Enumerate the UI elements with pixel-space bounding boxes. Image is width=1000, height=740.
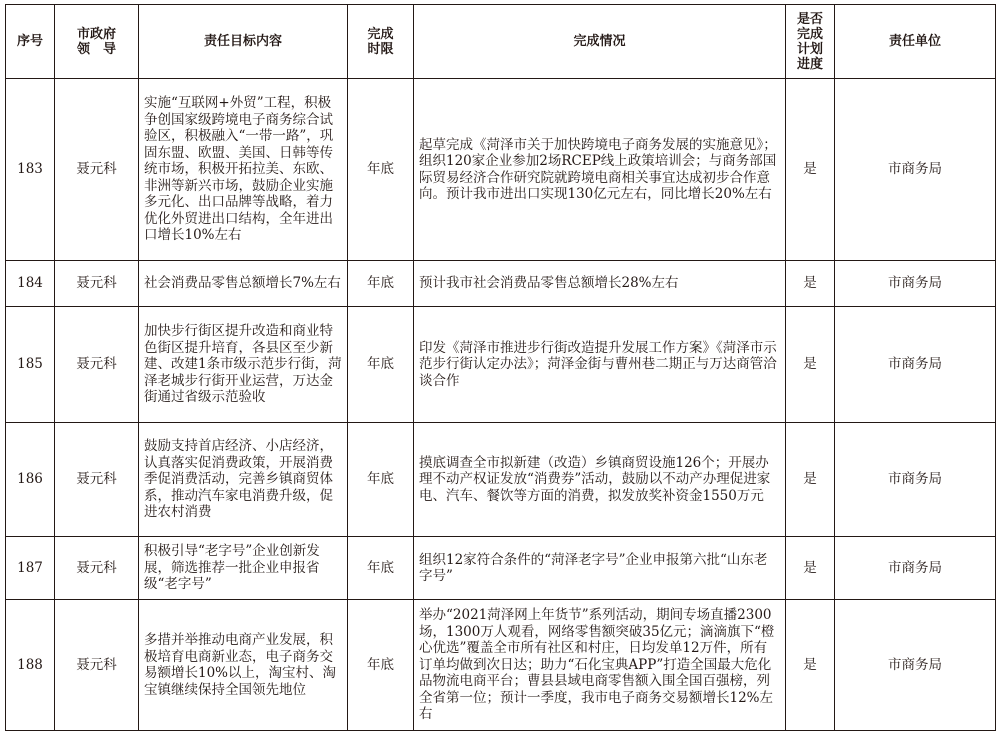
table-row (6, 307, 996, 423)
row-seq: 185 (6, 307, 55, 423)
table-row (6, 600, 996, 731)
row-deadline: 年底 (348, 537, 414, 600)
row-unit: 市商务局 (835, 423, 996, 537)
row-unit: 市商务局 (835, 537, 996, 600)
row-seq: 183 (6, 79, 55, 261)
header-deadline: 完成 时限 (348, 5, 414, 79)
row-status: 摸底调查全市拟新建（改造）乡镇商贸设施126个；开展办理不动产权证发放“消费券”活动，鼓励以不动产办理促进家电、汽车、餐饮等方面的消费，拟发放奖补资金1550万元 (414, 423, 786, 537)
row-deadline: 年底 (348, 261, 414, 307)
row-leader: 聂元科 (55, 423, 139, 537)
row-seq: 188 (6, 600, 55, 731)
row-status: 印发《菏泽市推进步行街改造提升发展工作方案》《菏泽市示范步行街认定办法》；菏泽金街与曹州巷二期正与万达商管洽谈合作 (414, 307, 786, 423)
row-seq: 187 (6, 537, 55, 600)
row-leader: 聂元科 (55, 600, 139, 731)
row-leader: 聂元科 (55, 261, 139, 307)
header-status: 完成情况 (414, 5, 786, 79)
row-status: 组织12家符合条件的“菏泽老字号”企业申报第六批“山东老字号” (414, 537, 786, 600)
header-leader: 市政府 领 导 (55, 5, 139, 79)
header-row (6, 5, 996, 79)
row-unit: 市商务局 (835, 79, 996, 261)
row-unit: 市商务局 (835, 261, 996, 307)
row-on-track: 是 (786, 537, 835, 600)
row-deadline: 年底 (348, 423, 414, 537)
row-deadline: 年底 (348, 600, 414, 731)
row-status: 起草完成《菏泽市关于加快跨境电子商务发展的实施意见》；组织120家企业参加2场RCEP线上政策培训会；与商务部国际贸易经济合作研究院就跨境电商相关事宜达成初步合作意向。预计我市进出口实现130亿元左右，同比增长20%左右 (414, 79, 786, 261)
header-seq: 序号 (6, 5, 55, 79)
row-goal: 鼓励支持首店经济、小店经济，认真落实促消费政策，开展消费季促消费活动，完善乡镇商贸体系，推动汽车家电消费升级，促进农村消费 (139, 423, 348, 537)
row-deadline: 年底 (348, 79, 414, 261)
row-status: 预计我市社会消费品零售总额增长28%左右 (414, 261, 786, 307)
row-leader: 聂元科 (55, 307, 139, 423)
row-goal: 多措并举推动电商产业发展，积极培育电商新业态，电子商务交易额增长10%以上，淘宝村、淘宝镇继续保持全国领先地位 (139, 600, 348, 731)
row-on-track: 是 (786, 423, 835, 537)
header-unit: 责任单位 (835, 5, 996, 79)
table-row (6, 79, 996, 261)
row-deadline: 年底 (348, 307, 414, 423)
table-row (6, 261, 996, 307)
row-unit: 市商务局 (835, 600, 996, 731)
header-goal: 责任目标内容 (139, 5, 348, 79)
row-goal: 加快步行街区提升改造和商业特色街区提升培育，各县区至少新建、改建1条市级示范步行街，菏泽老城步行街开业运营，万达金街通过省级示范验收 (139, 307, 348, 423)
row-goal: 积极引导“老字号”企业创新发展，筛选推荐一批企业申报省级“老字号” (139, 537, 348, 600)
row-on-track: 是 (786, 79, 835, 261)
row-leader: 聂元科 (55, 537, 139, 600)
row-seq: 184 (6, 261, 55, 307)
row-goal: 实施“互联网+外贸”工程，积极争创国家级跨境电子商务综合试验区，积极融入“一带一路”，巩固东盟、欧盟、美国、日韩等传统市场，积极开拓拉美、东欧、非洲等新兴市场，鼓励企业实施多元化、出口品牌等战略，着力优化外贸进出口结构，全年进出口增长10%左右 (139, 79, 348, 261)
row-unit: 市商务局 (835, 307, 996, 423)
table-row (6, 423, 996, 537)
header-on-track: 是否 完成 计划 进度 (786, 5, 835, 79)
row-seq: 186 (6, 423, 55, 537)
row-on-track: 是 (786, 307, 835, 423)
row-leader: 聂元科 (55, 79, 139, 261)
row-goal: 社会消费品零售总额增长7%左右 (139, 261, 348, 307)
row-status: 举办“2021菏泽网上年货节”系列活动，期间专场直播2300场，1300万人观看，网络零售额突破35亿元；滴滴旗下“橙心优选”覆盖全市所有社区和村庄，日均发单12万件，所有订单均做到次日达；助力“石化宝典APP”打造全国最大危化品物流电商平台；曹县县域电商零售额入围全国百强榜，列全省第一位；预计一季度，我市电子商务交易额增长12%左右 (414, 600, 786, 731)
row-on-track: 是 (786, 261, 835, 307)
responsibility-table (5, 4, 996, 731)
row-on-track: 是 (786, 600, 835, 731)
table-row (6, 537, 996, 600)
